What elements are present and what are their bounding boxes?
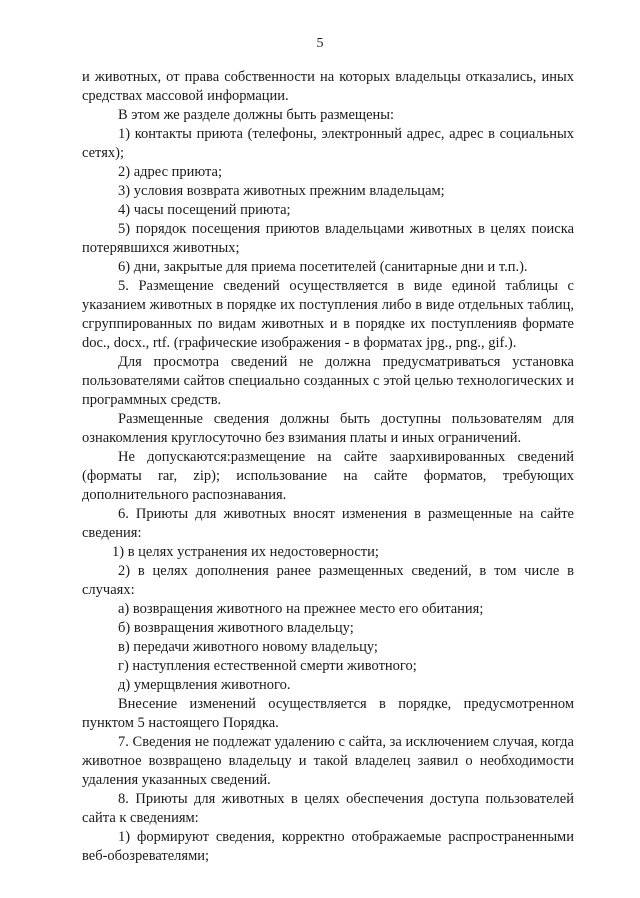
paragraph: а) возвращения животного на прежнее место его обитания; bbox=[118, 601, 484, 617]
paragraph: Внесение изменений осуществляется в порядке, предусмотренном пунктом 5 настоящего Порядка. bbox=[82, 696, 574, 731]
paragraph: 5. Размещение сведений осуществляется в виде единой таблицы с указанием животных в порядке их поступления либо в виде отдельных таблиц, сгруппированных по видам животных и в порядке их поступленияв формате doc., docx., rtf. (графические изображения - в форматах jpg., png., gif.). bbox=[82, 278, 574, 351]
paragraph: 5) порядок посещения приютов владельцами животных в целях поиска потерявшихся животных; bbox=[82, 221, 574, 256]
paragraph: 8. Приюты для животных в целях обеспечения доступа пользователей сайта к сведениям: bbox=[82, 791, 574, 826]
paragraph: В этом же разделе должны быть размещены: bbox=[118, 107, 395, 123]
paragraph: г) наступления естественной смерти животного; bbox=[118, 658, 417, 674]
paragraph: 1) формируют сведения, корректно отображаемые распространенными веб-обозревателями; bbox=[82, 829, 574, 864]
paragraph: 4) часы посещений приюта; bbox=[118, 202, 291, 218]
paragraph: 6) дни, закрытые для приема посетителей (санитарные дни и т.п.). bbox=[118, 259, 528, 275]
paragraph: б) возвращения животного владельцу; bbox=[118, 620, 354, 636]
paragraph: 7. Сведения не подлежат удалению с сайта, за исключением случая, когда животное возвращено владельцу и такой владелец заявил о необходимости удаления указанных сведений. bbox=[82, 734, 574, 788]
paragraph: 3) условия возврата животных прежним владельцам; bbox=[118, 183, 445, 199]
page-number: 5 bbox=[316, 36, 324, 51]
paragraph: 2) в целях дополнения ранее размещенных сведений, в том числе в случаях: bbox=[82, 563, 574, 598]
paragraph: 1) контакты приюта (телефоны, электронный адрес, адрес в социальных сетях); bbox=[82, 126, 574, 161]
paragraph: 6. Приюты для животных вносят изменения в размещенные на сайте сведения: bbox=[82, 506, 574, 541]
paragraph: Не допускаются:размещение на сайте заархивированных сведений (форматы rar, zip); использование на сайте форматов, требующих дополнительного распознавания. bbox=[82, 449, 574, 503]
paragraph: 2) адрес приюта; bbox=[118, 164, 223, 180]
paragraph: д) умерщвления животного. bbox=[118, 677, 291, 693]
document-body bbox=[82, 68, 574, 866]
paragraph: Размещенные сведения должны быть доступны пользователям для ознакомления круглосуточно без взимания платы и иных ограничений. bbox=[82, 411, 574, 446]
paragraph: в) передачи животного новому владельцу; bbox=[118, 639, 378, 655]
paragraph: и животных, от права собственности на которых владельцы отказались, иных средствах массовой информации. bbox=[82, 69, 574, 104]
paragraph: Для просмотра сведений не должна предусматриваться установка пользователями сайтов специально созданных с этой целью технологических и программных средств. bbox=[82, 354, 574, 408]
paragraph: 1) в целях устранения их недостоверности; bbox=[112, 544, 379, 560]
